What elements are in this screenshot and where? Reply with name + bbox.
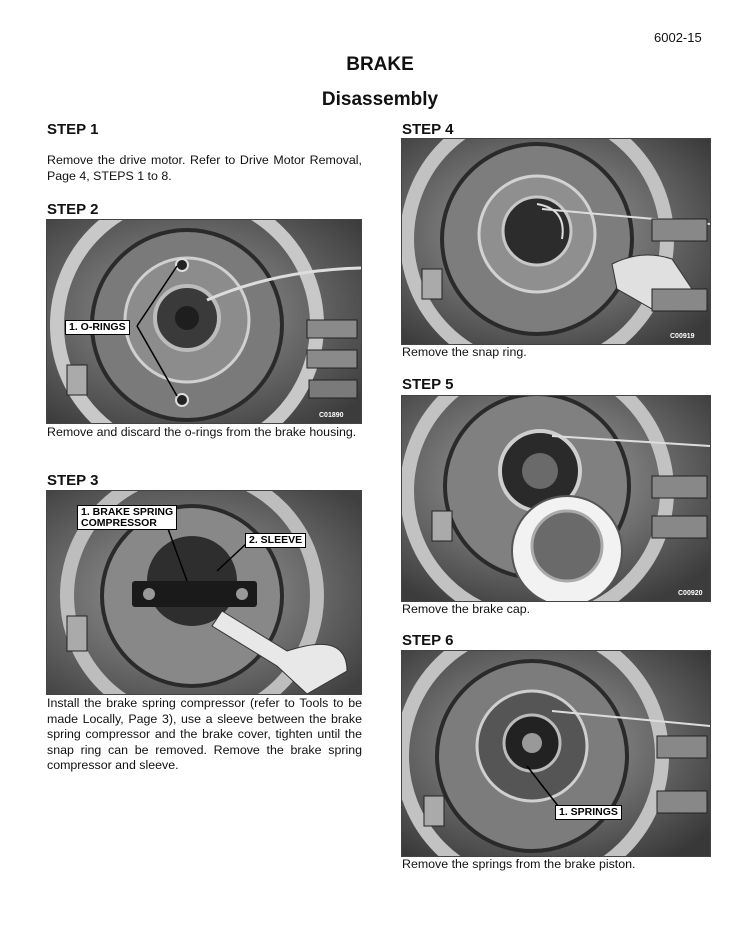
callout-o-rings: 1. O-RINGS	[65, 320, 130, 335]
image-code: C00920	[678, 590, 703, 597]
step-6-label: STEP 6	[402, 632, 454, 649]
step-4-label: STEP 4	[402, 121, 454, 138]
page-subtitle: Disassembly	[321, 89, 439, 110]
callout-line-2: COMPRESSOR	[81, 516, 157, 529]
step-3-photo	[46, 490, 362, 695]
callout-sleeve: 2. SLEEVE	[245, 533, 306, 548]
step-3-label: STEP 3	[47, 472, 99, 489]
step-2-text: Remove and discard the o-rings from the brake housing.	[47, 425, 357, 439]
step-5-label: STEP 5	[402, 376, 454, 393]
step-5-photo	[401, 395, 711, 602]
step-1-text: Remove the drive motor. Refer to Drive Motor Removal, Page 4, STEPS 1 to 8.	[47, 153, 362, 183]
step-2-photo	[46, 219, 362, 424]
snap-ring-photo	[402, 139, 710, 344]
step-6-text: Remove the springs from the brake piston.	[402, 857, 636, 871]
step-5-text: Remove the brake cap.	[402, 602, 531, 616]
step-6-photo	[401, 650, 711, 857]
step-2-label: STEP 2	[47, 201, 99, 218]
page-number: 6002-15	[654, 30, 702, 45]
page-title: BRAKE	[346, 54, 414, 75]
step-4-text: Remove the snap ring.	[402, 345, 527, 359]
callout-brake-spring-compressor	[77, 505, 177, 530]
image-code: C00919	[670, 333, 695, 340]
callout-line-1: 1. BRAKE SPRING	[81, 506, 174, 518]
image-code: C01890	[319, 412, 344, 419]
step-3-text: Install the brake spring compressor (refer to Tools to be made Locally, Page 3), use a sleeve between the brake spring compressor and the brake cover, tighten until the snap ring can be removed. Remove the brake spring compressor and sleeve.	[47, 696, 362, 772]
callout-springs: 1. SPRINGS	[555, 805, 622, 820]
step-1-label: STEP 1	[47, 121, 99, 138]
brake-cap-photo	[402, 396, 710, 601]
step-4-photo	[401, 138, 711, 345]
springs-photo	[402, 651, 710, 856]
